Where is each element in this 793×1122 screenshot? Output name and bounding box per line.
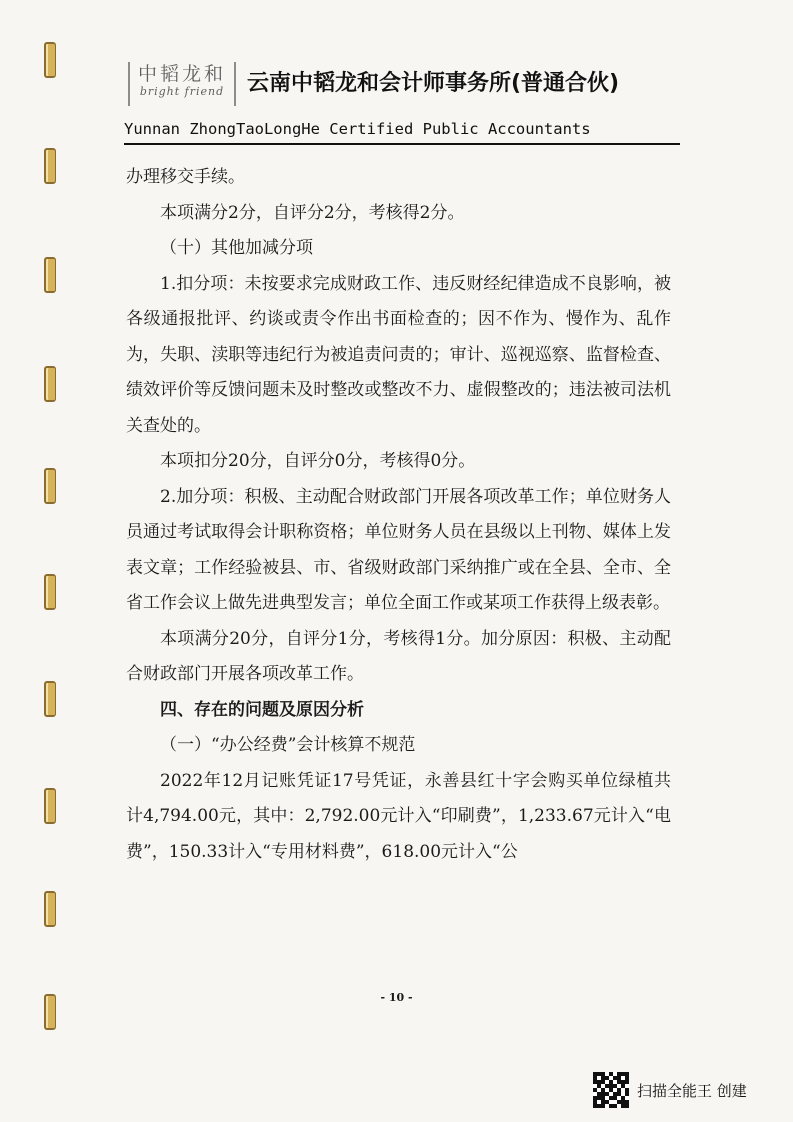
paragraph: 2.加分项：积极、主动配合财政部门开展各项改革工作；单位财务人员通过考试取得会计职称资格；单位财务人员在县级以上刊物、媒体上发表文章；工作经验被县、市、省级财政部门采纳推广或在全县、全市、全省工作会议上做先进典型发言；单位全面工作或某项工作获得上级表彰。 [126,486,671,613]
firm-name-english: Yunnan ZhongTaoLongHe Certified Public Accountants [124,120,591,138]
paragraph: 2022年12月记账凭证17号凭证，永善县红十字会购买单位绿植共计4,794.00元，其中：2,792.00元计入“印刷费”，1,233.67元计入“电费”，150.33计入“专用材料费”，618.00元计入“公 [126,770,671,862]
header-divider [124,143,680,145]
section-heading: 四、存在的问题及原因分析 [160,699,364,720]
paragraph: 1.扣分项：未按要求完成财政工作、违反财经纪律造成不良影响，被各级通报批评、约谈或责令作出书面检查的；因不作为、慢作为、乱作为，失职、渎职等违纪行为被追责问责的；审计、巡视巡察、监督检查、绩效评价等反馈问题未及时整改或整改不力、虚假整改的；违法被司法机关查处的。 [126,273,671,436]
page-number: - 10 - [380,991,413,1004]
firm-logo [128,62,236,106]
binding-clip [44,891,56,927]
paragraph: 本项满分20分，自评分1分，考核得1分。加分原因：积极、主动配合财政部门开展各项改革工作。 [126,628,671,684]
paragraph: 本项扣分20分，自评分0分，考核得0分。 [160,451,476,471]
logo-english-text: bright friend [139,85,225,98]
binding-clip [44,681,56,717]
binding-clip [44,468,56,504]
section-subheading: （一）“办公经费”会计核算不规范 [160,735,416,755]
logo-chinese-text: 中韬龙和 [137,63,226,85]
scanner-watermark: 扫描全能王 创建 [637,1082,747,1100]
firm-name-chinese: 云南中韬龙和会计师事务所(普通合伙) [247,71,620,96]
binding-clip [44,257,56,293]
binding-clip [44,42,56,78]
binding-clip [44,148,56,184]
binding-clip [44,788,56,824]
paragraph: 本项满分2分，自评分2分，考核得2分。 [160,202,465,223]
document-body [126,160,671,870]
paragraph: 办理移交手续。 [126,167,245,187]
binding-clip [44,366,56,402]
section-subheading: （十）其他加减分项 [160,238,313,258]
qr-code-icon [593,1072,629,1108]
binding-clip [44,574,56,610]
